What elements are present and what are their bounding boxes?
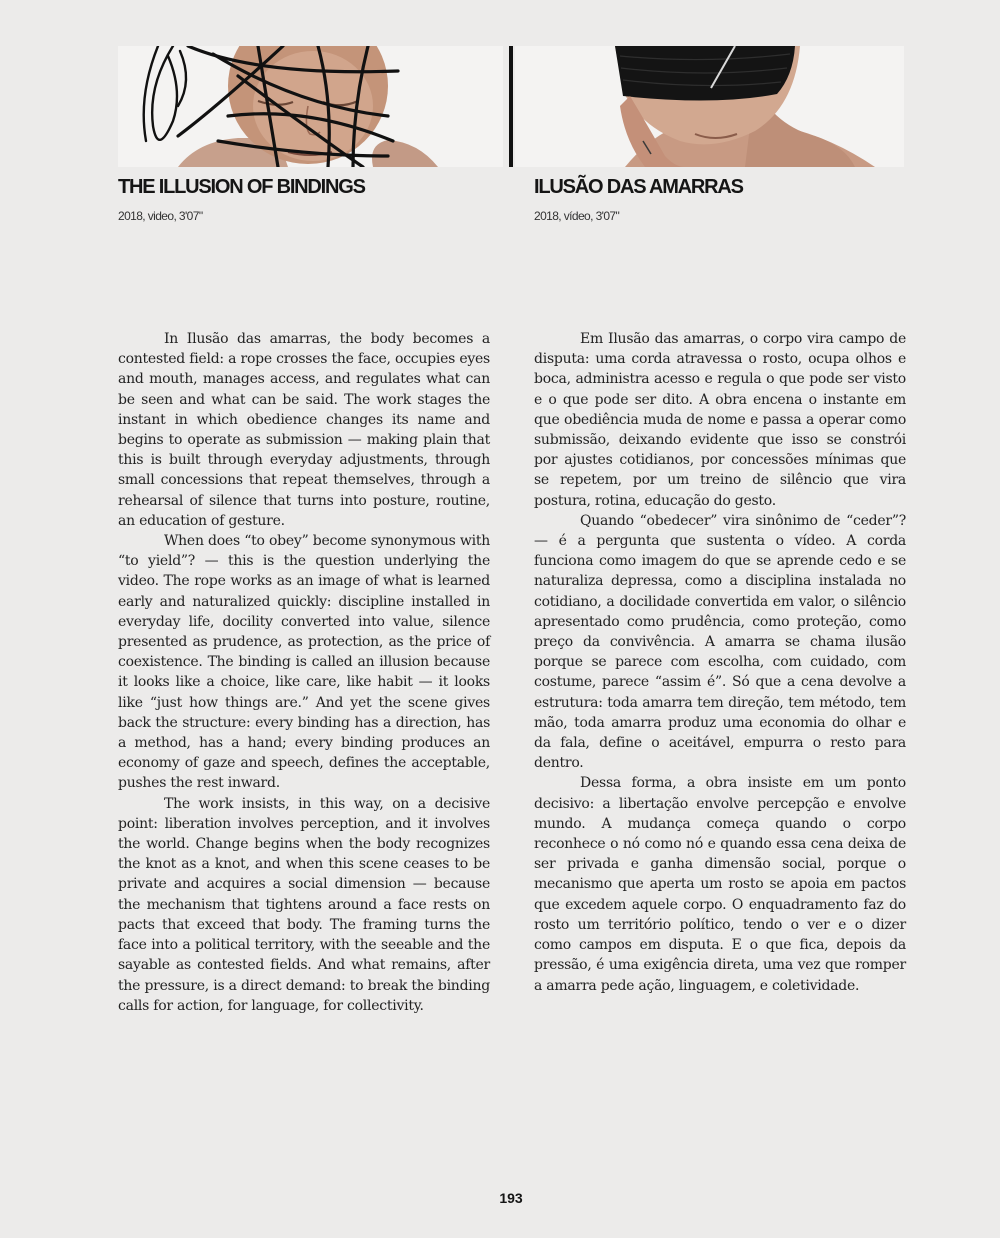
body-text-portuguese [534, 329, 906, 996]
bound-face-image-right [515, 46, 904, 167]
paragraph: Quando “obedecer” vira sinônimo de “ceder”? — é a pergunta que sustenta o vídeo. A corda funciona como imagem do que se aprende cedo e se naturaliza depressa, como a disciplina instalada no cotidiano, a docilidade convertida em valor, o silêncio apresentado como prudência, como proteção, como preço da convivência. A amarra se chama ilusão porque se parece com escolha, com cuidado, com costume, parece “assim é”. Só que a cena devolve a estrutura: toda amarra tem direção, tem método, tem mão, toda amarra produz uma economia do olhar e da fala, define o aceitável, empurra o resto para dentro. [534, 512, 906, 772]
work-meta-english: 2018, video, 3'07" [118, 209, 203, 223]
bound-face-image-left [118, 46, 503, 167]
paragraph: In Ilusão das amarras, the body becomes a contested field: a rope crosses the face, occupies eyes and mouth, manages access, and regulates what can be seen and what can be said. The work stages the instant in which obedience changes its name and begins to operate as submission — making plain that this is built through everyday adjustments, through small concessions that repeat themselves, through a rehearsal of silence that turns into posture, routine, an education of gesture. [118, 331, 490, 529]
video-still-left [118, 46, 503, 167]
work-meta-portuguese: 2018, vídeo, 3'07" [534, 209, 620, 223]
video-still-right [515, 46, 904, 167]
page-number: 193 [499, 1190, 523, 1206]
paragraph: Em Ilusão das amarras, o corpo vira campo de disputa: uma corda atravessa o rosto, ocupa olhos e boca, administra acesso e regula o que pode ser visto e o que pode ser dito. A obra encena o instante em que obediência muda de nome e passa a operar como submissão, deixando evidente que isso se constrói por ajustes cotidianos, por concessões mínimas que se repetem, por um treino de silêncio que vira postura, rotina, educação do gesto. [534, 331, 906, 509]
paragraph: Dessa forma, a obra insiste em um ponto decisivo: a libertação envolve percepção e envolve mundo. A mudança começa quando o corpo reconhece o nó como nó e quando essa cena deixa de ser privada e ganha dimensão social, porque o mecanismo que aperta um rosto se apoia em pactos que excedem aquele corpo. O enquadramento faz do rosto um território político, tendo o ver e o dizer como campos em disputa. E o que fica, depois da pressão, é uma exigência direta, uma vez que romper a amarra pede ação, linguagem, e coletividade. [534, 775, 906, 994]
work-title-portuguese: ILUSÃO DAS AMARRAS [534, 176, 743, 198]
body-text-english [118, 329, 490, 1016]
paragraph: The work insists, in this way, on a decisive point: liberation involves perception, and it involves the world. Change begins when the body recognizes the knot as a knot, and when this scene ceases to be private and acquires a social dimension — because the mechanism that tightens around a face rests on pacts that exceed that body. The framing turns the face into a political territory, with the seeable and the sayable as contested fields. And what remains, after the pressure, is a direct demand: to break the binding calls for action, for language, for collectivity. [118, 795, 490, 1014]
paragraph: When does “to obey” become synonymous with “to yield”? — this is the question underlying the video. The rope works as an image of what is learned early and naturalized quickly: discipline installed in everyday life, docility converted into value, silence presented as prudence, as protection, as the price of coexistence. The binding is called an illusion because it looks like a choice, like care, like habit — it looks like “just how things are.” And yet the scene gives back the structure: every binding has a direction, has a method, has a hand; every binding produces an economy of gaze and speech, defines the acceptable, pushes the rest inward. [118, 533, 490, 792]
column-divider [509, 46, 513, 167]
work-title-english: THE ILLUSION OF BINDINGS [118, 176, 365, 198]
